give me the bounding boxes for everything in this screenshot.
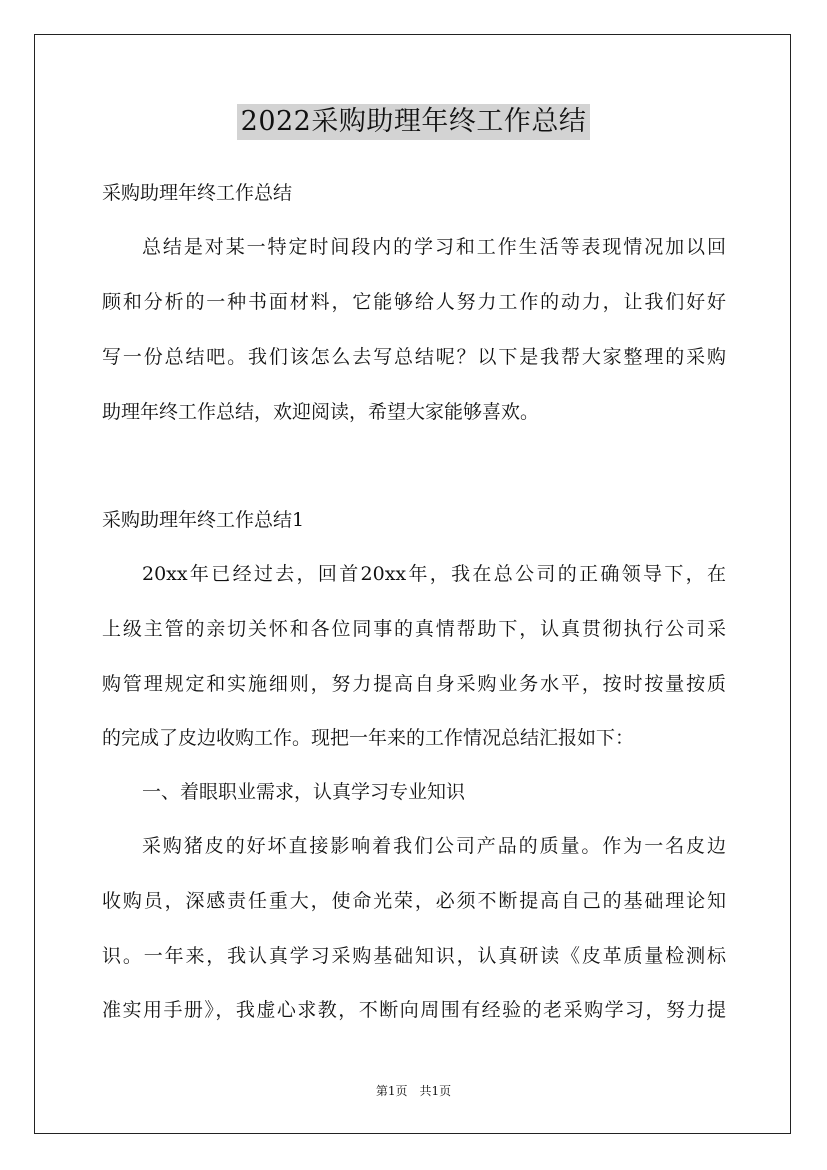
paragraph-line: 写一份总结吧。我们该怎么去写总结呢？以下是我帮大家整理的采购 [102,346,726,368]
title-container [0,104,827,140]
paragraph-line: 准实用手册》，我虚心求教，不断向周围有经验的老采购学习，努力提 [102,999,726,1021]
paragraph-line: 识。一年来，我认真学习采购基础知识，认真研读《皮革质量检测标 [102,945,726,967]
paragraph-line: 的完成了皮边收购工作。现把一年来的工作情况总结汇报如下： [102,727,635,749]
document-title: 2022采购助理年终工作总结 [237,104,591,140]
paragraph-line: 上级主管的亲切关怀和各位同事的真情帮助下，认真贯彻执行公司采 [102,618,726,640]
paragraph-line: 购管理规定和实施细则，努力提高自身采购业务水平，按时按量按质 [102,673,726,695]
paragraph-line: 20xx年已经过去，回首20xx年，我在总公司的正确领导下，在 [142,563,726,585]
section-heading: 采购助理年终工作总结 [102,182,293,204]
paragraph-line: 总结是对某一特定时间段内的学习和工作生活等表现情况加以回 [142,236,726,258]
paragraph-line: 收购员，深感责任重大，使命光荣，必须不断提高自己的基础理论知 [102,890,726,912]
page-number: 第1页 共1页 [375,1084,452,1098]
section-heading: 采购助理年终工作总结1 [102,509,305,531]
paragraph-line: 采购猪皮的好坏直接影响着我们公司产品的质量。作为一名皮边 [142,835,726,857]
subsection-heading: 一、着眼职业需求，认真学习专业知识 [142,781,466,803]
paragraph-line: 助理年终工作总结，欢迎阅读，希望大家能够喜欢。 [102,401,540,423]
paragraph-line: 顾和分析的一种书面材料，它能够给人努力工作的动力，让我们好好 [102,291,726,313]
